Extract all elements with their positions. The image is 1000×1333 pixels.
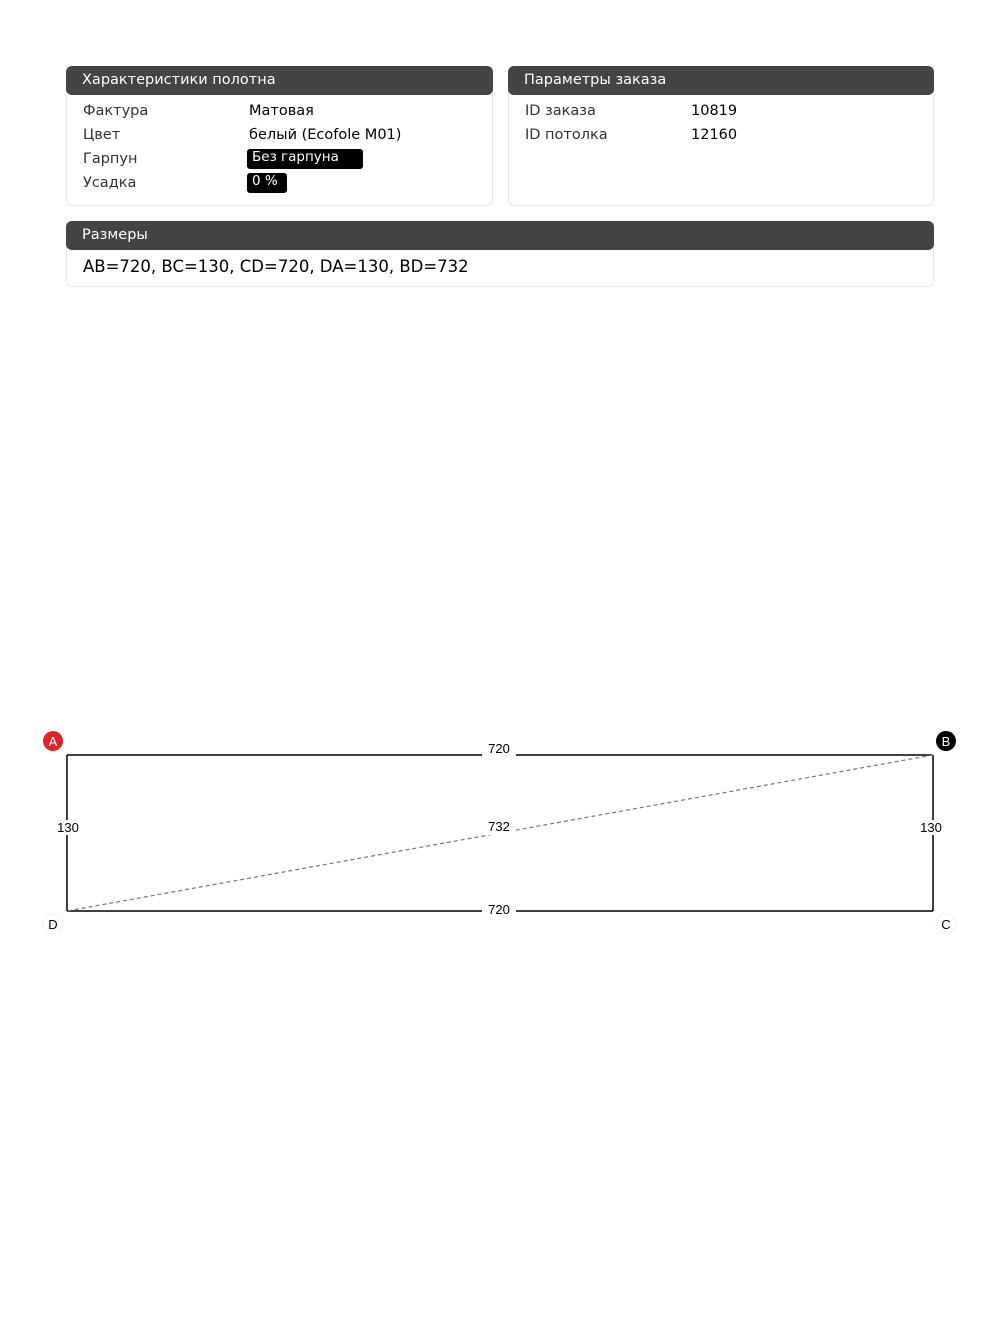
sizes-text: AB=720, BC=130, CD=720, DA=130, BD=732 <box>83 257 469 276</box>
edge-bc-label: 130 <box>920 820 942 835</box>
shrinkage-value: 0 % <box>247 173 287 193</box>
harpoon-value: Без гарпуна <box>247 149 363 169</box>
order-parameters-header: Параметры заказа <box>508 66 934 95</box>
color-value: белый (Ecofole M01) <box>249 127 402 143</box>
ceiling-id-label: ID потолка <box>525 127 608 143</box>
texture-value: Матовая <box>249 103 314 119</box>
order-id-value: 10819 <box>691 103 738 119</box>
harpoon-label: Гарпун <box>83 151 138 167</box>
edge-ab-label: 720 <box>488 741 510 756</box>
diagonal-bd-label: 732 <box>488 819 510 834</box>
sizes-header: Размеры <box>66 221 934 250</box>
vertex-c-label: C <box>941 917 951 932</box>
vertex-a-label: A <box>48 734 58 749</box>
canvas-characteristics-header: Характеристики полотна <box>66 66 493 95</box>
order-id-label: ID заказа <box>525 103 596 119</box>
vertex-b-label: B <box>941 734 951 749</box>
texture-label: Фактура <box>83 103 149 119</box>
edge-cd-label: 720 <box>488 902 510 917</box>
edge-da-label: 130 <box>57 820 79 835</box>
shrinkage-label: Усадка <box>83 175 137 191</box>
color-label: Цвет <box>83 127 121 143</box>
ceiling-id-value: 12160 <box>691 127 738 143</box>
vertex-d-label: D <box>48 917 58 932</box>
